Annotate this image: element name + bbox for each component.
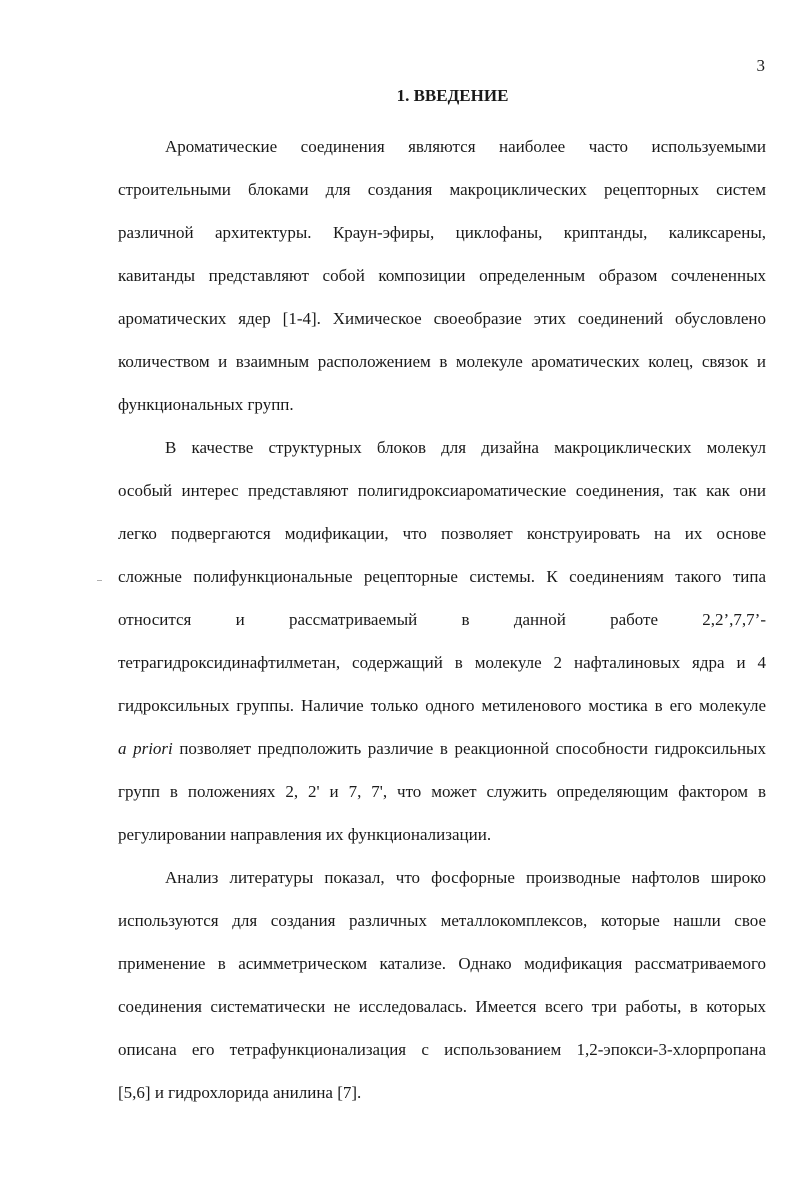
text-line: описана его тетрафункционализация с использованием 1,2-эпокси-3-хлорпропана bbox=[118, 1040, 766, 1059]
margin-mark bbox=[97, 580, 102, 581]
text-line: функциональных групп. bbox=[118, 395, 294, 414]
text-line: регулировании направления их функционализации. bbox=[118, 825, 492, 844]
text-line-italic-mixed bbox=[118, 727, 766, 770]
page-number: 3 bbox=[756, 56, 765, 75]
text-line: тетрагидроксидинафтилметан, содержащий в молекуле 2 нафталиновых ядра и 4 bbox=[118, 653, 766, 672]
text-line: применение в асимметрическом катализе. Однако модификация рассматриваемого bbox=[118, 954, 766, 973]
text-line: ароматических ядер [1-4]. Химическое своеобразие этих соединений обусловлено bbox=[118, 309, 766, 328]
text-line: В качестве структурных блоков для дизайна макроциклических молекул bbox=[165, 438, 766, 457]
paragraph-2 bbox=[118, 426, 766, 856]
text-line: [5,6] и гидрохлорида анилина [7]. bbox=[118, 1083, 362, 1102]
word: относится bbox=[118, 610, 192, 629]
word: данной bbox=[513, 610, 566, 629]
text-line: соединения систематически не исследовалась. Имеется всего три работы, в которых bbox=[118, 997, 766, 1016]
document-body bbox=[118, 125, 766, 1114]
text-line: Ароматические соединения являются наиболее часто используемыми bbox=[165, 137, 766, 156]
text-line-spread bbox=[118, 598, 766, 641]
italic-phrase: a priori bbox=[118, 739, 173, 758]
text-line: сложные полифункциональные рецепторные системы. К соединениям такого типа bbox=[118, 567, 766, 586]
text-line: особый интерес представляют полигидроксиароматические соединения, так как они bbox=[118, 481, 766, 500]
word: в bbox=[461, 610, 470, 629]
text-line: количеством и взаимным расположением в молекуле ароматических колец, связок и bbox=[118, 352, 766, 371]
word: работе bbox=[610, 610, 659, 629]
text-line: различной архитектуры. Краун-эфиры, циклофаны, криптанды, каликсарены, bbox=[118, 223, 766, 242]
text-line: используются для создания различных металлокомплексов, которые нашли свое bbox=[118, 911, 766, 930]
word: и bbox=[235, 610, 245, 629]
text-line: гидроксильных группы. Наличие только одного метиленового мостика в его молекуле bbox=[118, 696, 766, 715]
word: 2,2’,7,7’- bbox=[702, 610, 766, 629]
text-line: кавитанды представляют собой композиции определенным образом сочлененных bbox=[118, 266, 766, 285]
text-line: легко подвергаются модификации, что позволяет конструировать на их основе bbox=[118, 524, 766, 543]
paragraph-1 bbox=[118, 125, 766, 426]
paragraph-3 bbox=[118, 856, 766, 1114]
word: рассматриваемый bbox=[288, 610, 418, 629]
text-line: строительными блоками для создания макроциклических рецепторных систем bbox=[118, 180, 766, 199]
text-line: групп в положениях 2, 2' и 7, 7', что может служить определяющим фактором в bbox=[118, 782, 766, 801]
text-segment: позволяет предположить различие в реакционной способности гидроксильных bbox=[172, 739, 766, 758]
section-heading: 1. ВВЕДЕНИЕ bbox=[396, 86, 509, 105]
text-line: Анализ литературы показал, что фосфорные производные нафтолов широко bbox=[165, 868, 766, 887]
